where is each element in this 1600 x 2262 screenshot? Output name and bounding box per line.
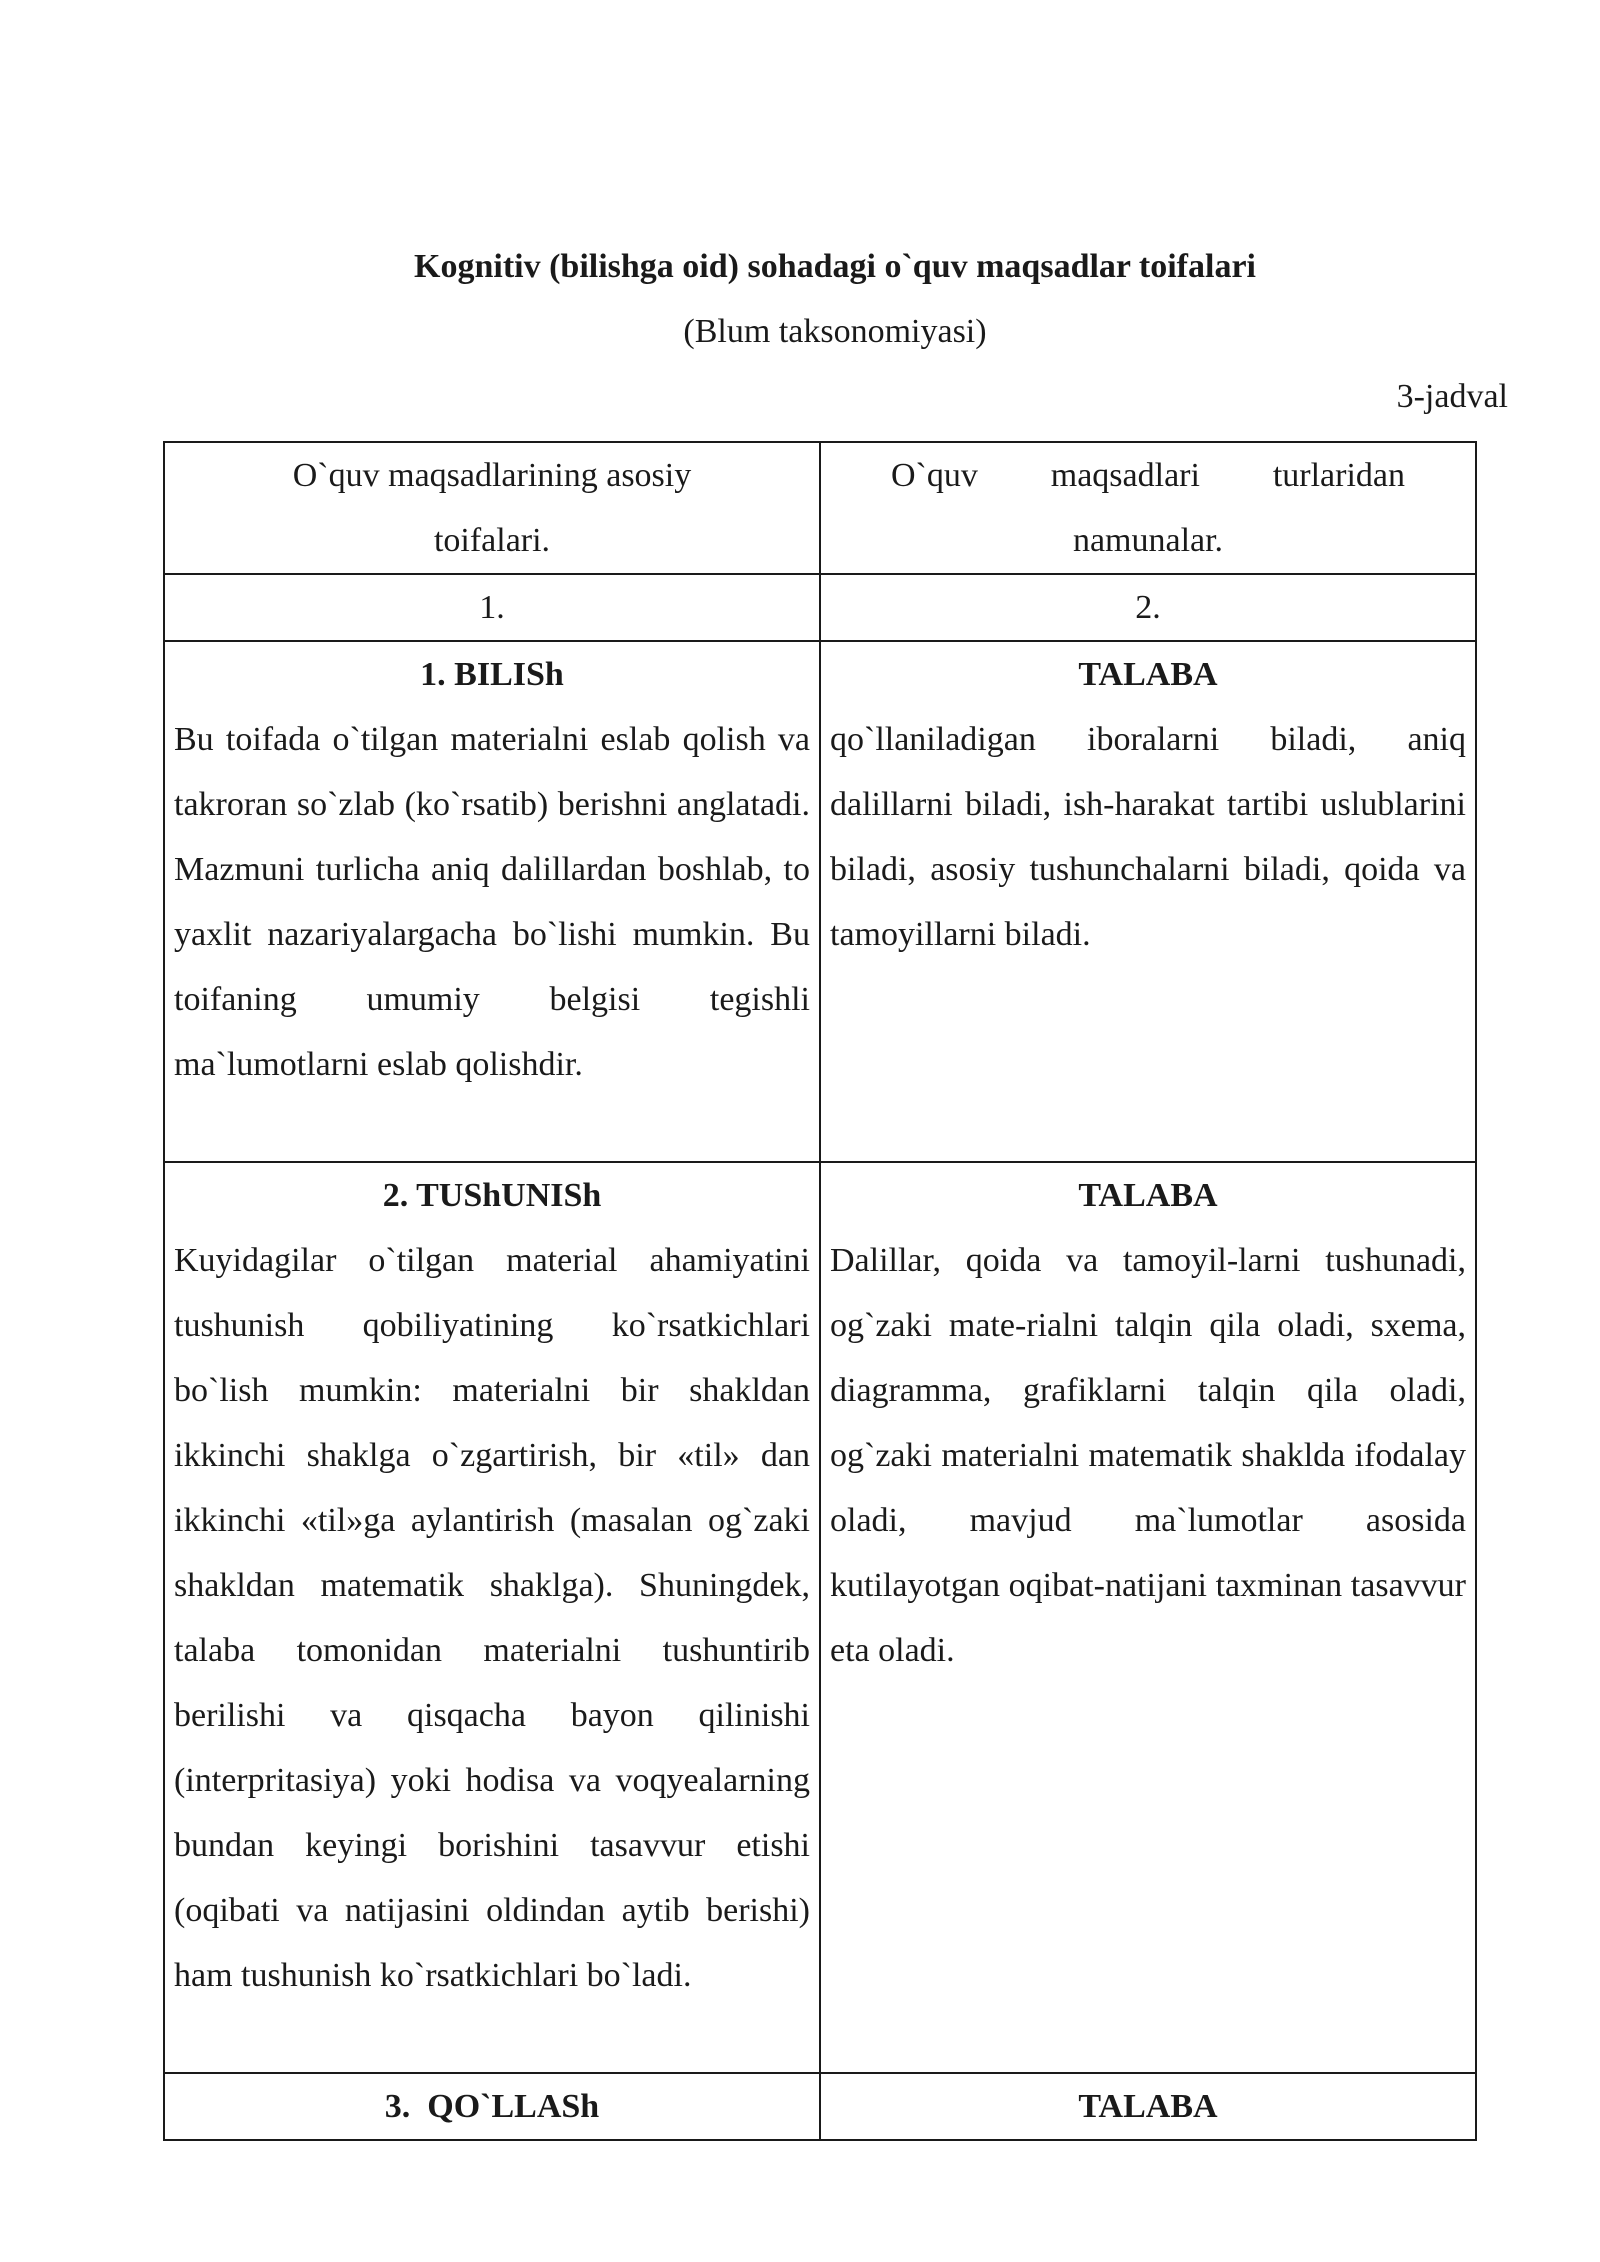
table-row <box>164 641 1476 1162</box>
category-cell <box>164 2073 820 2140</box>
category-description: Bu toifada o`tilgan materialni eslab qolish va takroran so`zlab (ko`rsatib) berishni anglatadi. Mazmuni turlicha aniq dalillardan boshlab, to yaxlit nazariyalargacha bo`lishi mumkin. Bu toifaning umumiy belgisi tegishli ma`lumotlarni eslab qolishdir. <box>174 721 810 1083</box>
table-row <box>164 2073 1476 2140</box>
category-title: 2. TUShUNISh <box>382 1177 602 1214</box>
category-cell <box>164 641 820 1162</box>
column-number-1: 1. <box>164 574 820 641</box>
document-title: Kognitiv (bilishga oid) sohadagi o`quv maqsadlar toifalari <box>414 248 1256 285</box>
bloom-taxonomy-table <box>163 441 1477 2141</box>
table-number-row <box>164 574 1476 641</box>
category-cell <box>164 1162 820 2073</box>
table-label: 3-jadval <box>1396 378 1508 415</box>
header-col1-text: O`quv maqsadlarining asosiy toifalari. <box>292 457 692 559</box>
category-description: Kuyidagilar o`tilgan material ahamiyatini tushunish qobiliyatining ko`rsatkichlari bo`lish mumkin: materialni bir shakldan ikkinchi shaklga o`zgartirish, bir «til» dan ikkinchi «til»ga aylantirish (masalan og`zaki shakldan matematik shaklga). Shuningdek, talaba tomonidan materialni tushuntirib berilishi va qisqacha bayon qilinishi (interpritasiya) yoki hodisa va voqyealarning bundan keyingi borishini tasavvur etishi (oqibati va natijasini oldindan aytib berishi) ham tushunish ko`rsatkichlari bo`ladi. <box>174 1242 810 1994</box>
examples-cell <box>820 641 1476 1162</box>
table-header-row <box>164 442 1476 574</box>
student-label: TALABA <box>1078 1177 1218 1214</box>
category-title: 1. BILISh <box>420 656 564 693</box>
document-subtitle: (Blum taksonomiyasi) <box>683 313 987 350</box>
student-label: TALABA <box>1078 2088 1218 2125</box>
examples-text: qo`llaniladigan iboralarni biladi, aniq dalillarni biladi, ish-harakat tartibi uslublarini biladi, asosiy tushunchalarni biladi, qoida va tamoyillarni biladi. <box>830 721 1466 953</box>
column-number-2: 2. <box>820 574 1476 641</box>
student-label: TALABA <box>1078 656 1218 693</box>
header-cell-examples <box>820 442 1476 574</box>
table-row <box>164 1162 1476 2073</box>
header-cell-categories <box>164 442 820 574</box>
header-col2-text: O`quv maqsadlari turlaridan namunalar. <box>891 457 1405 559</box>
examples-cell <box>820 1162 1476 2073</box>
category-title: 3. QO`LLASh <box>384 2088 600 2125</box>
examples-text: Dalillar, qoida va tamoyil-larni tushunadi, og`zaki mate-rialni talqin qila oladi, sxema, diagramma, grafiklarni talqin qila oladi, og`zaki materialni matematik shaklda ifodalay oladi, mavjud ma`lumotlar asosida kutilayotgan oqibat-natijani taxminan tasavvur eta oladi. <box>830 1242 1466 1669</box>
examples-cell <box>820 2073 1476 2140</box>
